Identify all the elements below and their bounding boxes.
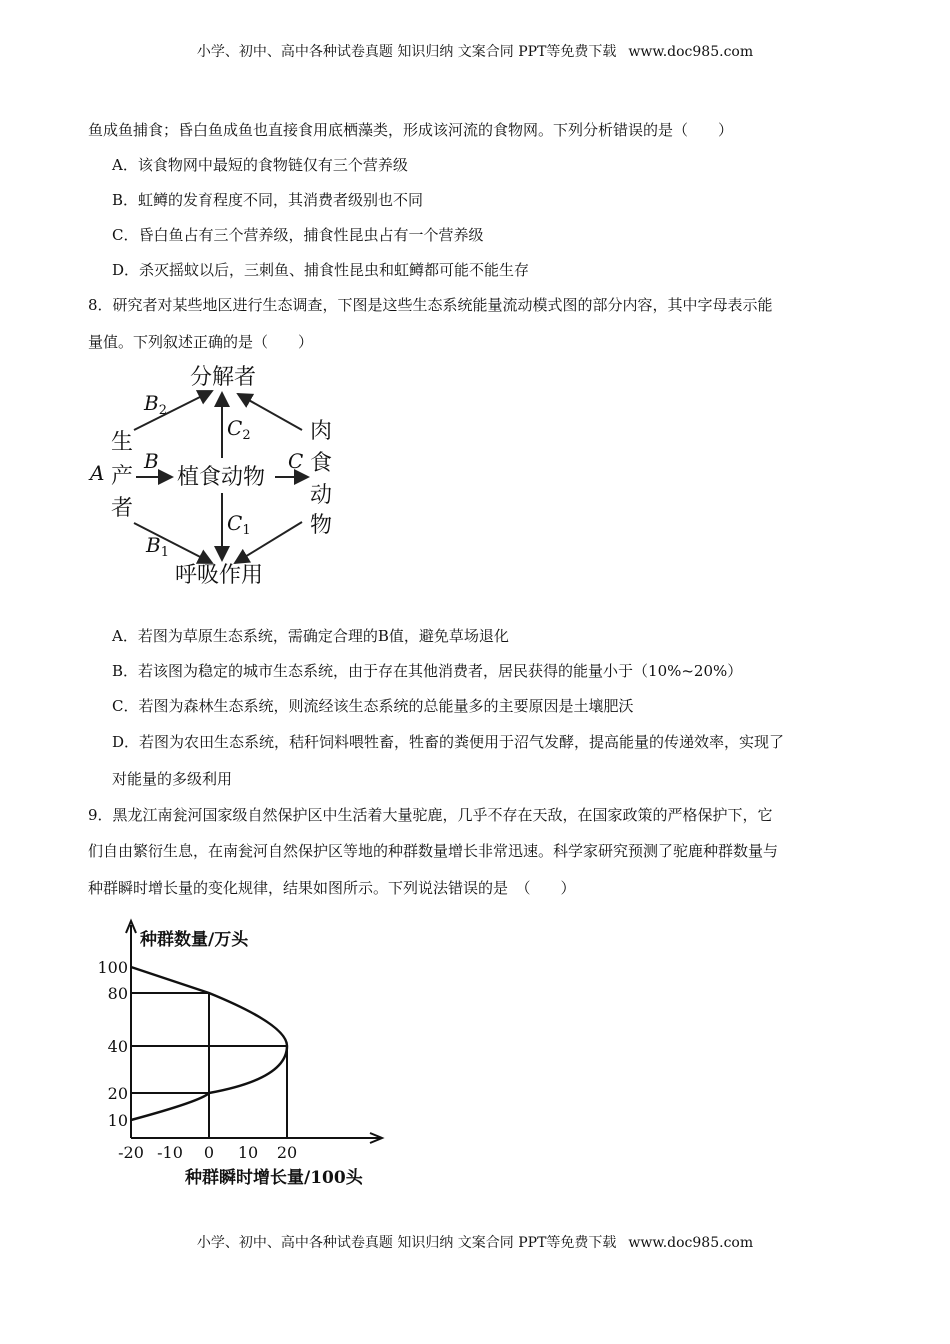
y-axis-label: 种群数量/万头 [140, 930, 249, 950]
q9-stem-2: 们自由繁衍生息，在南瓮河自然保护区等地的种群数量增长非常迅速。科学家研究预测了驼鹿种群数量与 [88, 842, 779, 860]
y-tick-label: 100 [97, 958, 128, 977]
label-a: A [90, 461, 105, 485]
q8-stem-2: 量值。下列叙述正确的是（ ） [88, 333, 314, 351]
q9-stem-3: 种群瞬时增长量的变化规律，结果如图所示。下列说法错误的是 （ ） [88, 879, 576, 897]
node-producer-2: 产 [111, 464, 134, 489]
x-axis-label: 种群瞬时增长量/100头 [185, 1168, 363, 1188]
q8-option-c: C．若图为森林生态系统，则流经该生态系统的总能量多的主要原因是土壤肥沃 [112, 697, 634, 715]
node-respiration: 呼吸作用 [175, 563, 264, 588]
y-tick-label: 40 [107, 1037, 128, 1056]
header-text: 小学、初中、高中各种试卷真题 知识归纳 文案合同 PPT等免费下载 [196, 44, 617, 60]
label-c: C [288, 449, 304, 473]
page-header [0, 41, 950, 61]
y-tick-label: 20 [107, 1084, 128, 1103]
node-carnivore-1: 肉 [310, 419, 333, 444]
x-tick-label: -10 [157, 1143, 183, 1162]
x-tick-label: 0 [203, 1143, 215, 1162]
q7-option-c: C．昏白鱼占有三个营养级，捕食性昆虫占有一个营养级 [112, 226, 484, 244]
population-chart [90, 915, 390, 1190]
x-tick-label: -20 [118, 1143, 144, 1162]
page-footer [0, 1232, 950, 1252]
header-url[interactable]: www.doc985.com [628, 44, 754, 60]
node-producer-1: 生 [111, 430, 134, 455]
x-tick-label: 20 [276, 1143, 298, 1162]
node-carnivore-3: 动 [310, 483, 333, 508]
q7-continuation: 鱼成鱼捕食；昏白鱼成鱼也直接食用底栖藻类，形成该河流的食物网。下列分析错误的是（ ） [88, 121, 734, 139]
node-carnivore-2: 食 [310, 451, 333, 476]
label-b2: $B_2$ [144, 391, 167, 418]
label-c2: $C_2$ [227, 416, 251, 443]
arrow-carnivore-decomposer [238, 394, 302, 430]
y-tick-label: 80 [107, 984, 128, 1003]
label-c1: $C_1$ [227, 511, 251, 538]
q8-option-d-cont: 对能量的多级利用 [112, 770, 233, 788]
q7-option-d: D．杀灭摇蚊以后，三刺鱼、捕食性昆虫和虹鳟都可能不能生存 [112, 261, 530, 279]
q8-option-a: A．若图为草原生态系统，需确定合理的B值，避免草场退化 [112, 627, 509, 645]
node-carnivore-4: 物 [310, 513, 333, 538]
x-tick-label: 10 [237, 1143, 259, 1162]
q7-option-a: A．该食物网中最短的食物链仅有三个营养级 [112, 156, 408, 174]
node-herbivore: 植食动物 [177, 465, 266, 490]
footer-url[interactable]: www.doc985.com [628, 1235, 754, 1251]
footer-text: 小学、初中、高中各种试卷真题 知识归纳 文案合同 PPT等免费下载 [196, 1235, 617, 1251]
q7-option-b: B．虹鳟的发育程度不同，其消费者级别也不同 [112, 191, 424, 209]
label-b1: $B_1$ [146, 533, 169, 560]
y-tick-label: 10 [107, 1111, 128, 1130]
energy-flow-diagram [80, 360, 360, 590]
label-b: B [144, 449, 159, 473]
q8-option-d: D．若图为农田生态系统，秸秆饲料喂牲畜，牲畜的粪便用于沼气发酵，提高能量的传递效率，实现了 [112, 733, 785, 751]
q9-stem: 9．黑龙江南瓮河国家级自然保护区中生活着大量驼鹿，几乎不存在天敌，在国家政策的严格保护下，它 [88, 806, 773, 824]
q8-option-b: B．若该图为稳定的城市生态系统，由于存在其他消费者，居民获得的能量小于（10%~20%） [112, 662, 743, 680]
q8-stem: 8．研究者对某些地区进行生态调查，下图是这些生态系统能量流动模式图的部分内容，其中字母表示能 [88, 296, 773, 314]
node-decomposer: 分解者 [190, 365, 257, 390]
node-producer-3: 者 [111, 496, 134, 521]
